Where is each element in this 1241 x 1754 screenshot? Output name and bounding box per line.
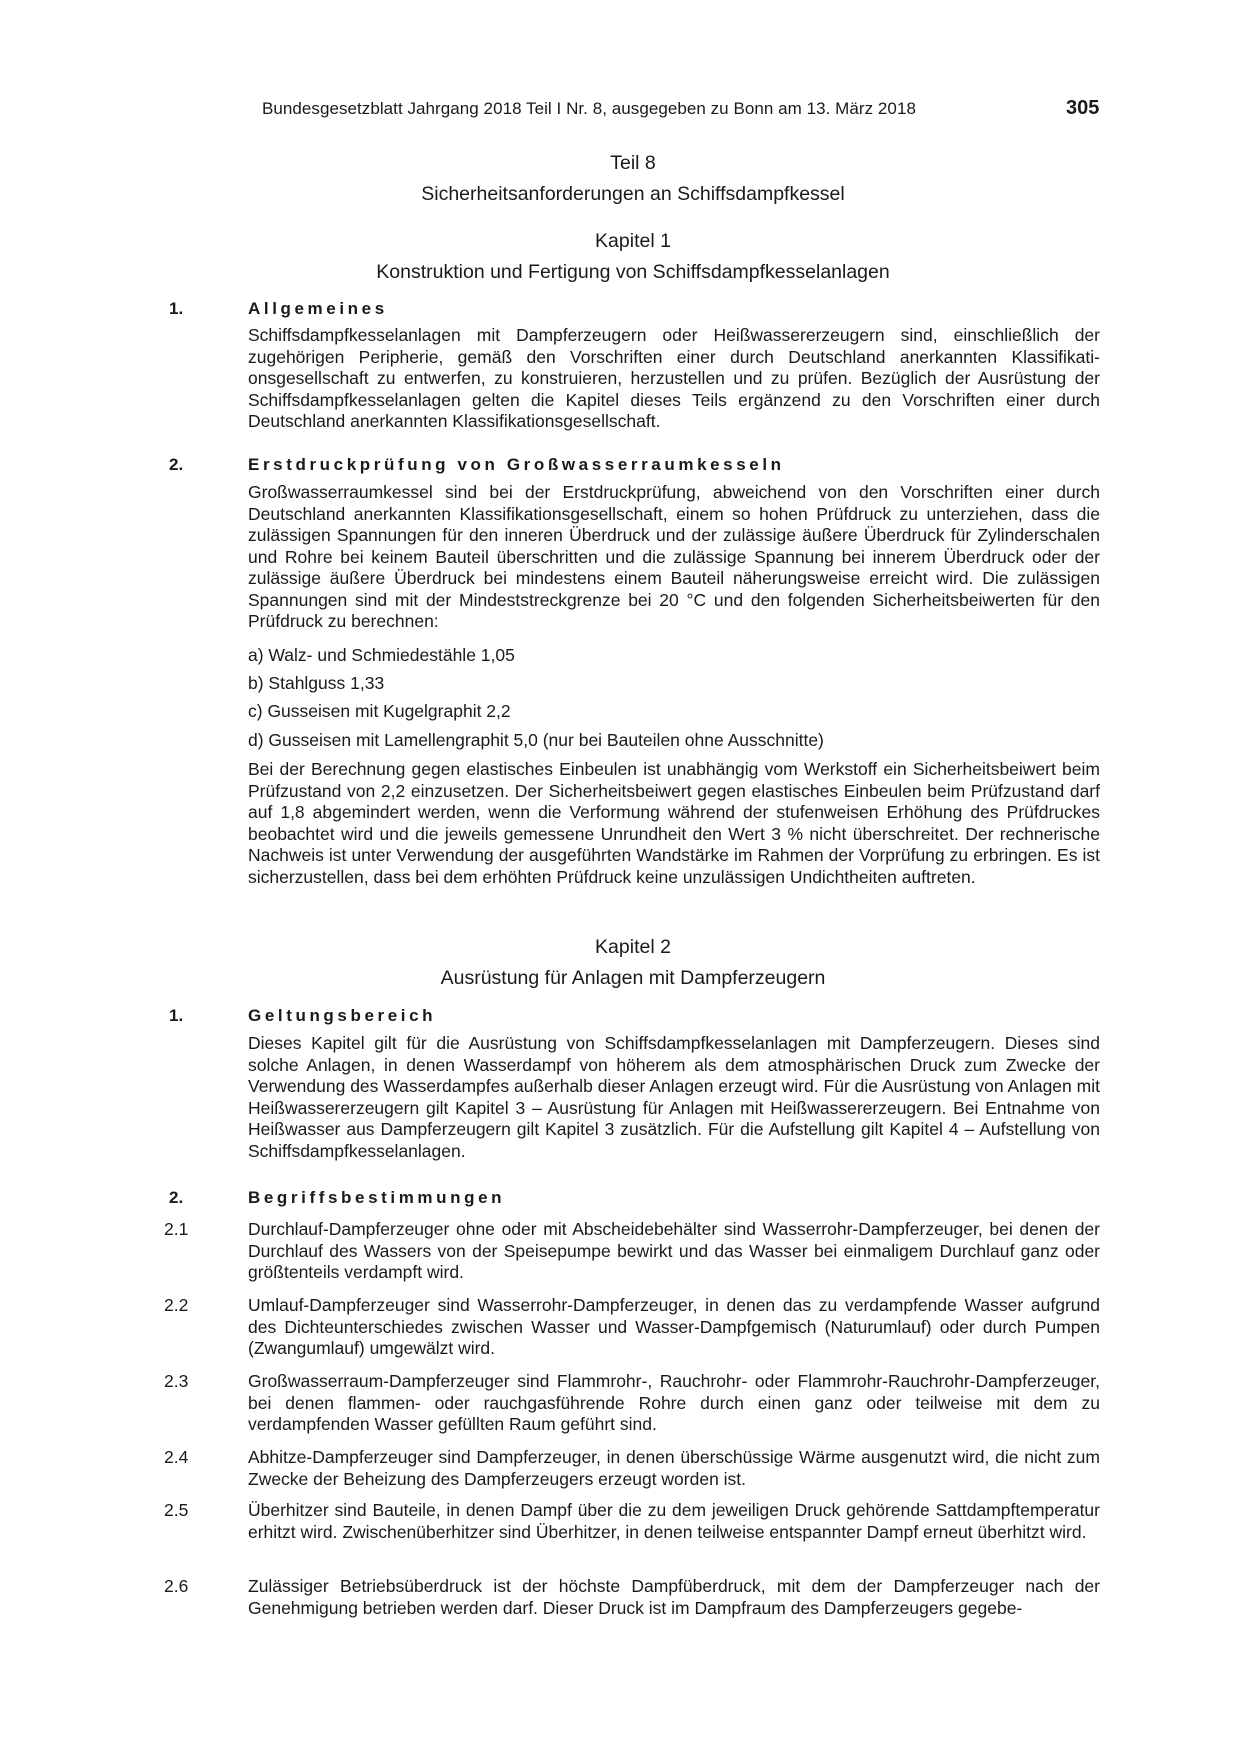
section-paragraph: Bei der Berechnung gegen elastisches Einbeulen ist unabhängig vom Werkstoff ein Sicherheitsbeiwert beim Prüfzustand von 2,2 einzusetzen. Der Sicherheitsbeiwert gegen elastisches Einbeulen beim Prüfzustand darf auf 1,8 abgemindert werden, wenn die Verformung während der stufenweisen Erhöhung des Prüfdruckes beobachtet wird und die jeweils gemessene Unrundheit den Wert 3 % nicht überschreitet. Der rechnerische Nachweis ist unter Verwendung der ausgeführten Wandstärke im Rahmen der Vorprüfung zu erbringen. Es ist sicherzustellen, dass bei dem erhöhten Prüfdruck keine unzulässigen Undichtheiten auftreten. [248, 759, 1100, 887]
section-paragraph: Schiffsdampfkesselanlagen mit Dampferzeugern oder Heißwassererzeugern sind, einschließlich der zugehörigen Peripherie, gemäß den Vorschriften einer durch Deutschland anerkannten Klassifikationsgesellschaft zu entwerfen, zu konstruieren, herzustellen und zu prüfen. Bezüglich der Ausrüstung der Schiffsdampfkesselanlagen gelten die Kapitel dieses Teils ergänzend zu den Vorschriften einer durch Deutschland anerkannten Klassifikationsgesellschaft. [248, 325, 1100, 431]
definition-text: Zulässiger Betriebsüberdruck ist der höchste Dampfüberdruck, mit dem der Dampferzeuger nach der Genehmigung betrieben werden darf. Dieser Druck ist im Dampfraum des Dampferzeugers gegebe- [248, 1576, 1100, 1618]
list-item: b) Stahlguss 1,33 [248, 673, 385, 693]
section-number: 2. [169, 1188, 184, 1207]
section-title: Allgemeines [248, 299, 388, 318]
definition-text: Überhitzer sind Bauteile, in denen Dampf über die zu dem jeweiligen Druck gehörende Sattdampftemperatur erhitzt wird. Zwischenüberhitzer sind Überhitzer, in denen teilweise entspannter Dampf erneut überhitzt wird. [248, 1500, 1100, 1542]
definition-text: Umlauf-Dampferzeuger sind Wasserrohr-Dampferzeuger, in denen das zu verdampfende Wasser aufgrund des Dichteunterschiedes zwischen Wasser und Wasser-Dampfgemisch (Naturumlauf) oder durch Pumpen (Zwangumlauf) umgewälzt wird. [248, 1295, 1100, 1358]
section-number: 1. [169, 1006, 184, 1025]
section-title: Geltungsbereich [248, 1006, 437, 1025]
definition-number: 2.2 [164, 1295, 189, 1315]
section-paragraph: Dieses Kapitel gilt für die Ausrüstung von Schiffsdampfkesselanlagen mit Dampferzeugern. Dieses sind solche Anlagen, in denen Wasserdampf von höherem als dem atmosphärischen Druck zum Zwecke der Verwendung des Wasserdampfes außerhalb dieser Anlagen erzeugt wird. Für die Ausrüstung von Anlagen mit Heißwassererzeugern gilt Kapitel 3 – Ausrüstung für Anlagen mit Heißwassererzeugern. Bei Entnahme von Heißwasser aus Dampferzeugern gilt Kapitel 3 zusätzlich. Für die Aufstellung gilt Kapitel 4 – Aufstellung von Schiffsdampfkesselanlagen. [248, 1033, 1100, 1161]
running-head: Bundesgesetzblatt Jahrgang 2018 Teil I Nr. 8, ausgegeben zu Bonn am 13. März 2018 [262, 99, 916, 118]
section-number: 1. [169, 299, 184, 318]
list-item: c) Gusseisen mit Kugelgraphit 2,2 [248, 701, 511, 721]
definition-number: 2.3 [164, 1371, 189, 1391]
section-number: 2. [169, 455, 184, 474]
list-item: d) Gusseisen mit Lamellengraphit 5,0 (nur bei Bauteilen ohne Ausschnitte) [248, 730, 824, 750]
section-title: Erstdruckprüfung von Großwasserraumkesseln [248, 455, 785, 474]
definition-text: Großwasserraum-Dampferzeuger sind Flammrohr-, Rauchrohr- oder Flammrohr-Rauchrohr-Dampferzeuger, bei denen flammen- oder rauchgasführende Rohre durch einen ganz oder teilweise mit dem zu verdampfenden Wasser gefüllten Raum geführt sind. [248, 1371, 1100, 1434]
chapter-2-title: Ausrüstung für Anlagen mit Dampferzeugern [440, 967, 826, 989]
definition-number: 2.6 [164, 1576, 189, 1596]
definition-text: Abhitze-Dampferzeuger sind Dampferzeuger, in denen überschüssige Wärme ausgenutzt wird, die nicht zum Zwecke der Beheizung des Dampferzeugers erzeugt worden ist. [248, 1447, 1100, 1489]
section-title: Begriffsbestimmungen [248, 1188, 506, 1207]
chapter-1-label: Kapitel 1 [595, 230, 671, 252]
section-paragraph: Großwasserraumkessel sind bei der Erstdruckprüfung, abweichend von den Vorschriften einer durch Deutschland anerkannten Klassifikationsgesellschaft, einem so hohen Prüfdruck zu unterziehen, dass die zulässigen Spannungen für den inneren Überdruck und der zulässige äußere Überdruck für Zylinderschalen und Rohre bei keinem Bauteil überschritten und die zulässige Spannung bei innerem Überdruck oder der zulässige äußere Überdruck bei mindestens einem Bauteil näherungsweise erreicht wird. Die zulässigen Spannungen sind mit der Mindeststreckgrenze bei 20 °C und den folgenden Sicherheitsbeiwerten für den Prüfdruck zu berechnen: [248, 482, 1100, 631]
page-number: 305 [1066, 97, 1100, 119]
definition-number: 2.5 [164, 1500, 189, 1520]
list-item: a) Walz- und Schmiedestähle 1,05 [248, 645, 515, 665]
part-label: Teil 8 [610, 152, 656, 174]
part-title: Sicherheitsanforderungen an Schiffsdampfkessel [421, 183, 845, 205]
chapter-1-title: Konstruktion und Fertigung von Schiffsdampfkesselanlagen [376, 261, 890, 283]
definition-number: 2.1 [164, 1219, 189, 1239]
definition-text: Durchlauf-Dampferzeuger ohne oder mit Abscheidebehälter sind Wasserrohr-Dampferzeuger, bei denen der Durchlauf des Wassers von der Speisepumpe bewirkt und das Wasser bei einmaligem Durchlauf ganz oder größtenteils verdampft wird. [248, 1219, 1100, 1282]
definition-number: 2.4 [164, 1447, 189, 1467]
chapter-2-label: Kapitel 2 [595, 936, 671, 958]
